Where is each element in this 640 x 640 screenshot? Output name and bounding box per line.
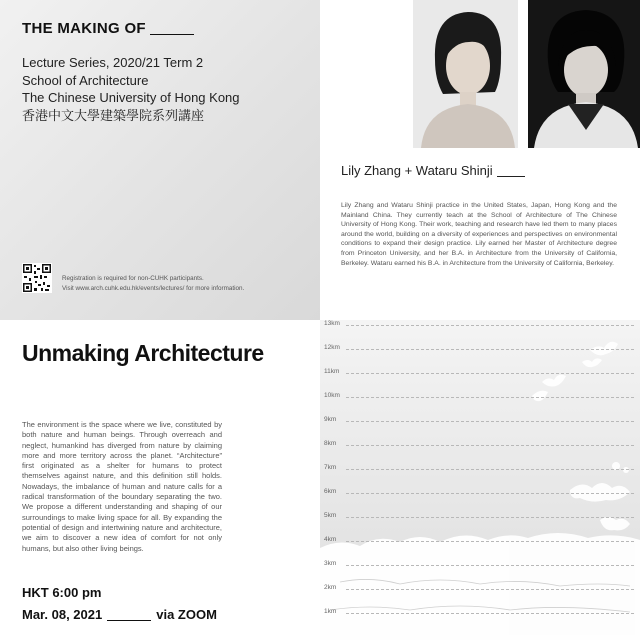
altitude-line — [346, 517, 634, 518]
registration-note — [62, 274, 244, 293]
altitude-line — [346, 349, 634, 350]
altitude-line — [346, 613, 634, 614]
heading-blank-line — [150, 34, 194, 35]
altitude-label: 9km — [324, 416, 337, 423]
date-blank-line — [107, 620, 151, 621]
altitude-row — [320, 368, 640, 380]
altitude-row — [320, 464, 640, 476]
altitude-label: 3km — [324, 560, 337, 567]
altitude-label: 6km — [324, 488, 337, 495]
altitude-row — [320, 416, 640, 428]
altitude-line — [346, 325, 634, 326]
altitude-label: 11km — [324, 368, 340, 375]
lecture-abstract: The environment is the space where we live, constituted by both nature and human beings. Through overreach and neglect, humankind has diverged from nature by claiming more and more territory across the planet. “Architecture” first originated as a shelter for humans to protect themselves against nature, and this definition still holds. Nowadays, the imbalance of human and nature calls for a radical transformation of the boundary separating the two. We propose a different understanding and shaping of our surroundings to make living space for all. By expanding the potential of design and intertwining nature and architecture, we aim to discover a new idea of comfort for not only humans, but also other living beings. — [22, 420, 222, 553]
altitude-row — [320, 608, 640, 620]
lecture-title: Unmaking Architecture — [22, 340, 264, 366]
altitude-label: 5km — [324, 512, 337, 519]
series-details — [22, 54, 240, 124]
altitude-label: 12km — [324, 344, 340, 351]
series-heading — [22, 20, 194, 37]
series-line: The Chinese University of Hong Kong — [22, 90, 240, 105]
names-blank-line — [497, 176, 525, 177]
altitude-line — [346, 541, 634, 542]
altitude-line — [346, 445, 634, 446]
series-line: School of Architecture — [22, 72, 149, 88]
series-info-panel — [0, 0, 320, 320]
lecture-date-line — [22, 607, 217, 622]
altitude-row — [320, 512, 640, 524]
altitude-label: 7km — [324, 464, 337, 471]
altitude-label: 4km — [324, 536, 337, 543]
series-heading-text: THE MAKING OF — [22, 20, 146, 37]
altitude-row — [320, 488, 640, 500]
altitude-label: 1km — [324, 608, 337, 615]
speaker-photo-wataru — [528, 0, 640, 148]
speaker-names-text: Lily Zhang + Wataru Shinji — [341, 163, 493, 178]
lecture-panel — [0, 320, 320, 640]
altitude-row — [320, 560, 640, 572]
altitude-label: 8km — [324, 440, 337, 447]
altitude-row — [320, 536, 640, 548]
registration-line: Registration is required for non-CUHK participants. — [62, 275, 204, 282]
lecture-platform: via ZOOM — [156, 607, 217, 622]
lecture-date: Mar. 08, 2021 — [22, 607, 103, 622]
altitude-line — [346, 565, 634, 566]
altitude-line — [346, 589, 634, 590]
altitude-row — [320, 440, 640, 452]
altitude-line — [346, 493, 634, 494]
series-line: Lecture Series, 2020/21 Term 2 — [22, 55, 204, 70]
lecture-time: HKT 6:00 pm — [22, 585, 102, 600]
series-line: 香港中文大學建築學院系列講座 — [22, 107, 205, 123]
altitude-row — [320, 392, 640, 404]
altitude-label: 13km — [324, 320, 340, 327]
altitude-line — [346, 373, 634, 374]
altitude-line — [346, 421, 634, 422]
speaker-names — [341, 163, 525, 178]
qr-code-icon[interactable] — [22, 263, 52, 293]
altitude-label: 10km — [324, 392, 340, 399]
altitude-row — [320, 344, 640, 356]
altitude-line — [346, 397, 634, 398]
altitude-row — [320, 320, 640, 332]
altitude-line — [346, 469, 634, 470]
altitude-label: 2km — [324, 584, 337, 591]
altitude-row — [320, 584, 640, 596]
speaker-bio: Lily Zhang and Wataru Shinji practice in the United States, Japan, Hong Kong and the Mainland China. They currently teach at the School of Architecture of The Chinese University of Hong Kong. Their work, teaching and research have led them to many places around the world, building on a diversity of experiences and perspectives on environmental conditions to expand their design practice. Lily earned her Master of Architecture degree from Princeton University, and her B.A. in Architecture from the University of California, Berkeley. Wataru earned his B.A. in Architecture from the University of California, Berkeley. — [341, 202, 617, 267]
registration-link-line[interactable]: Visit www.arch.cuhk.edu.hk/events/lectures/ for more information. — [62, 284, 245, 292]
altitude-illustration — [320, 320, 640, 640]
speakers-panel — [320, 0, 640, 320]
speaker-photo-lily — [413, 0, 518, 148]
